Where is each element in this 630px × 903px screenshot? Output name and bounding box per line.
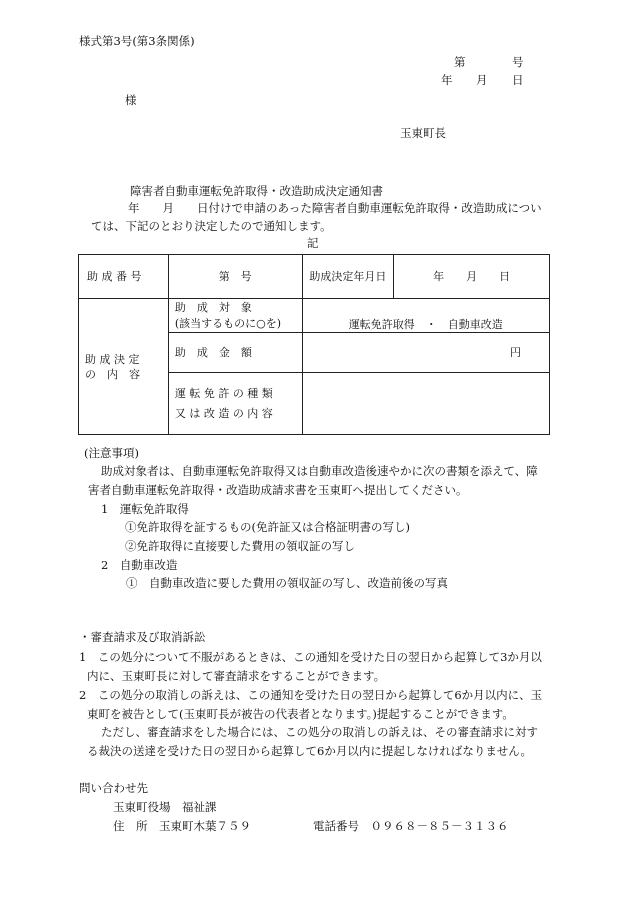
- decision-content-label-2: の 内 容: [85, 367, 140, 381]
- license-type-value: [302, 373, 549, 435]
- notes-item-1: 1 運転免許取得: [101, 502, 189, 516]
- intro-line-1: 年 月 日付けで申請のあった障害者自動車運転免許取得・改造助成につい: [128, 201, 542, 215]
- contact-heading: 問い合わせ先: [79, 781, 148, 795]
- date-day: 日: [512, 73, 524, 87]
- grant-amount-label: 助 成 金 額: [168, 333, 302, 373]
- issuer: 玉東町長: [400, 126, 446, 140]
- doc-number-dai: 第: [454, 55, 466, 69]
- license-type-label-2: 又 は 改 造 の 内 容: [174, 407, 273, 420]
- notes-heading: (注意事項): [84, 446, 139, 460]
- grant-number-label: 助 成 番 号: [79, 255, 169, 299]
- grant-decision-table: [78, 254, 550, 435]
- recipient-honorific: 様: [125, 93, 137, 107]
- decision-date-value: 年 月 日: [394, 255, 550, 299]
- grant-target-label: [168, 299, 302, 333]
- form-number: 様式第3号(第3条関係): [79, 34, 195, 48]
- ki-label: 記: [307, 236, 319, 250]
- notes-item-2-a: ① 自動車改造に要した費用の領収証の写し、改造前後の写真: [126, 576, 448, 590]
- appeal-p1-line-1: 1 この処分について不服があるときは、この通知を受けた日の翌日から起算して3か月以: [79, 650, 542, 664]
- intro-line-2: ては、下記のとおり決定したので通知します。: [91, 219, 332, 233]
- appeal-heading: ・審査請求及び取消訴訟: [79, 630, 206, 644]
- license-type-label: [168, 373, 302, 435]
- grant-target-label-1: 助 成 対 象: [174, 301, 252, 314]
- date-month: 月: [476, 73, 488, 87]
- notes-para-line-1: 助成対象者は、自動車運転免許取得又は自動車改造後速やかに次の書類を添えて、障: [101, 464, 538, 478]
- document-title: 障害者自動車運転免許取得・改造助成決定通知書: [130, 184, 383, 198]
- grant-number-value: 第 号: [168, 255, 302, 299]
- appeal-p3-line-2: る裁決の送達を受けた日の翌日から起算して6か月以内に提起しなければなりません。: [87, 744, 533, 758]
- notes-item-1-b: ②免許取得に直接要した費用の領収証の写し: [125, 539, 355, 553]
- decision-content-label-1: 助 成 決 定: [85, 352, 140, 366]
- appeal-p3-line-1: ただし、審査請求をした場合には、この処分の取消しの訴えは、その審査請求に対す: [101, 725, 538, 739]
- decision-content-label: [79, 299, 169, 435]
- notes-item-2: 2 自動車改造: [101, 558, 178, 572]
- decision-date-label: 助成決定年月日: [302, 255, 394, 299]
- notes-item-1-a: ①免許取得を証するもの(免許証又は合格証明書の写し): [125, 520, 410, 534]
- contact-office: 玉東町役場 福祉課: [113, 800, 217, 814]
- grant-target-label-2: (該当するものに○を): [174, 317, 282, 330]
- notes-para-line-2: 害者自動車運転免許取得・改造助成請求書を玉東町へ提出してください。: [88, 483, 468, 497]
- grant-target-value: 運転免許取得 ・ 自動車改造: [302, 299, 549, 333]
- contact-phone: 電話番号 ０９６８－８５－３１３６: [313, 819, 509, 833]
- date-year: 年: [441, 73, 453, 87]
- doc-number-go: 号: [512, 55, 524, 69]
- appeal-p2-line-2: 東町を被告として(玉東町長が被告の代表者となります。)提起することができます。: [87, 707, 514, 721]
- license-type-label-1: 運 転 免 許 の 種 類: [174, 387, 273, 400]
- grant-amount-unit: 円: [302, 333, 549, 373]
- appeal-p2-line-1: 2 この処分の取消しの訴えは、この通知を受けた日の翌日から起算して6か月以内に、玉: [79, 688, 543, 702]
- appeal-p1-line-2: 内に、玉東町長に対して審査請求をすることができます。: [87, 669, 386, 683]
- contact-address: 住 所 玉東町木葉７５９: [113, 819, 251, 833]
